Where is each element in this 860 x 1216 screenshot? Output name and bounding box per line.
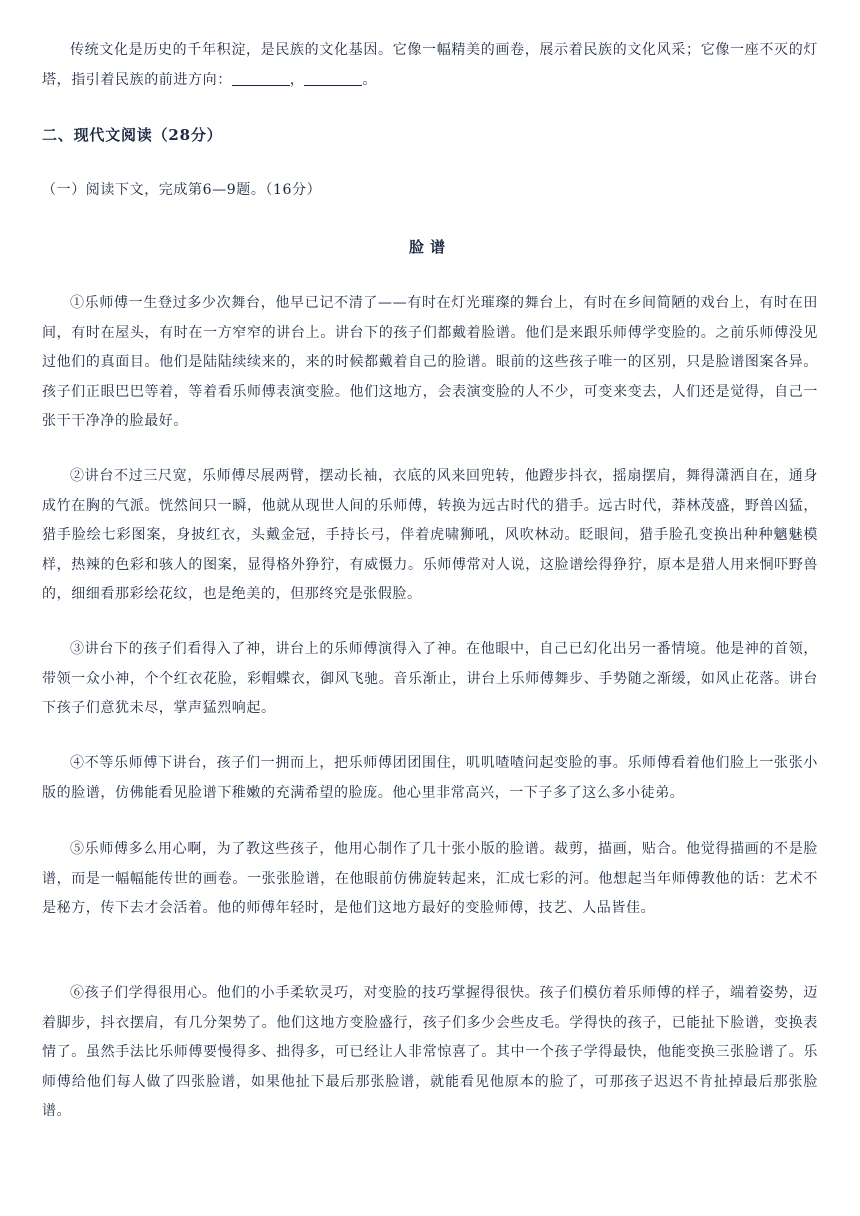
article-paragraph-5: ⑤乐师傅多么用心啊，为了教这些孩子，他用心制作了几十张小版的脸谱。裁剪，描画，贴合。他觉得描画的不是脸谱，而是一幅幅能传世的画卷。一张张脸谱，在他眼前仿佛旋转起来，汇成七彩的河。他想起当年师傅教他的话：艺术不是秘方，传下去才会活着。他的师傅年轻时，是他们这地方最好的变脸师傅，技艺、人品皆佳。 (42, 841, 818, 916)
section-heading: 二、现代文阅读（28分） (42, 126, 223, 144)
answer-blank-2[interactable] (304, 71, 362, 86)
article-paragraph-1: ①乐师傅一生登过多少次舞台，他早已记不清了——有时在灯光璀璨的舞台上，有时在乡间简陋的戏台上，有时在田间，有时在屋头，有时在一方窄窄的讲台上。讲台下的孩子们都戴着脸谱。他们是来跟乐师傅学变脸的。之前乐师傅没见过他们的真面目。他们是陆陆续续来的，来的时候都戴着自己的脸谱。眼前的这些孩子唯一的区别，只是脸谱图案各异。孩子们正眼巴巴等着，等着看乐师傅表演变脸。他们这地方，会表演变脸的人不少，可变来变去，人们还是觉得，自己一张干干净净的脸最好。 (42, 295, 818, 429)
section-subheading: （一）阅读下文，完成第6—9题。（16分） (42, 182, 322, 198)
intro-end: 。 (362, 71, 378, 88)
intro-paragraph (42, 36, 818, 95)
intro-text: 传统文化是历史的千年积淀，是民族的文化基因。它像一幅精美的画卷，展示着民族的文化风采；它像一座不灭的灯塔，指引着民族的前进方向： (42, 42, 818, 88)
article-paragraph-4: ④不等乐师傅下讲台，孩子们一拥而上，把乐师傅团团围住，叽叽喳喳问起变脸的事。乐师傅看着他们脸上一张张小版的脸谱，仿佛能看见脸谱下稚嫩的充满希望的脸庞。他心里非常高兴，一下子多了这么多小徒弟。 (42, 755, 818, 801)
article-title: 脸谱 (408, 238, 451, 256)
answer-blank-1[interactable] (232, 71, 290, 86)
intro-separator: ， (289, 71, 305, 88)
article-paragraph-3: ③讲台下的孩子们看得入了神，讲台上的乐师傅演得入了神。在他眼中，自己已幻化出另一番情境。他是神的首领，带领一众小神，个个红衣花脸，彩帽蝶衣，御风飞驰。音乐渐止，讲台上乐师傅舞步、手势随之渐缓，如风止花落。讲台下孩子们意犹未尽，掌声猛烈响起。 (42, 641, 818, 716)
article-paragraph-6: ⑥孩子们学得很用心。他们的小手柔软灵巧，对变脸的技巧掌握得很快。孩子们模仿着乐师傅的样子，端着姿势，迈着脚步，抖衣摆肩，有几分架势了。他们这地方变脸盛行，孩子们多少会些皮毛。学得快的孩子，已能扯下脸谱，变换表情了。虽然手法比乐师傅要慢得多、拙得多，可已经让人非常惊喜了。其中一个孩子学得最快，他能变换三张脸谱了。乐师傅给他们每人做了四张脸谱，如果他扯下最后那张脸谱，就能看见他原本的脸了，可那孩子迟迟不肯扯掉最后那张脸谱。 (42, 985, 818, 1119)
article-paragraph-2: ②讲台不过三尺宽，乐师傅尽展两臂，摆动长袖，衣底的风来回兜转，他蹬步抖衣，摇扇摆肩，舞得潇洒自在，通身成竹在胸的气派。恍然间只一瞬，他就从现世人间的乐师傅，转换为远古时代的猎手。远古时代，莽林茂盛，野兽凶猛，猎手脸绘七彩图案，身披红衣，头戴金冠，手持长弓，伴着虎啸狮吼，风吹林动。眨眼间，猎手脸孔变换出种种魑魅模样，热辣的色彩和骇人的图案，显得格外狰狞，有威慑力。乐师傅常对人说，这脸谱绘得狰狞，原本是猎人用来恫吓野兽的，细细看那彩绘花纹，也是绝美的，但那终究是张假脸。 (42, 468, 818, 602)
